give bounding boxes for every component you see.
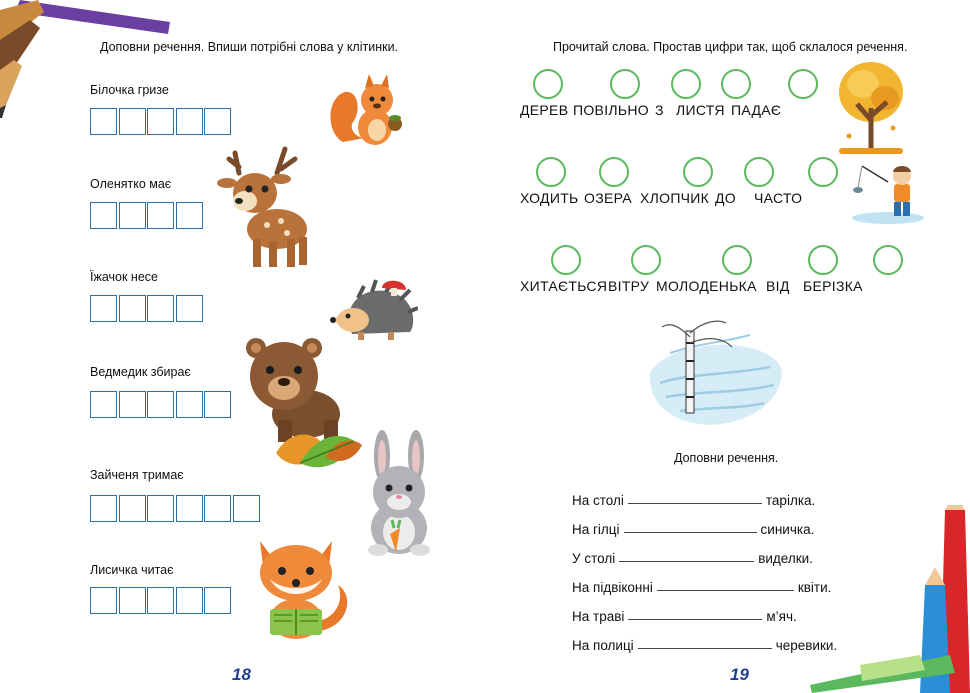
letter-box[interactable] [90,108,117,135]
word-row3-4: ВІД [766,278,790,294]
squirrel-icon [325,72,410,152]
sentence-end: черевики. [775,638,838,653]
number-circle[interactable] [671,69,701,99]
letter-box[interactable] [90,202,117,229]
answer-line[interactable] [657,589,794,591]
word-row2-5: ЧАСТО [754,190,803,206]
page-number-left: 18 [232,665,251,684]
autumn-tree-icon [835,58,907,156]
number-circle[interactable] [683,157,713,187]
word-row2-1: ХОДИТЬ [520,190,579,206]
deer-icon [215,143,320,271]
right-instruction-2: Доповни речення. [674,451,779,465]
birch-wind-icon [640,313,785,428]
answer-line[interactable] [619,560,754,562]
sentence-start: У столі [572,551,616,566]
letter-box[interactable] [176,391,203,418]
letter-box[interactable] [147,587,174,614]
answer-boxes-hedgehog[interactable] [90,295,204,322]
hedgehog-icon [328,278,418,344]
letter-box[interactable] [176,587,203,614]
word-row3-3: МОЛОДЕНЬКА [656,278,757,294]
number-circle[interactable] [536,157,566,187]
letter-box[interactable] [204,108,231,135]
letter-box[interactable] [204,495,231,522]
rabbit-icon [362,430,437,558]
fishing-boy-icon [848,158,926,224]
pencils-icon [797,505,970,693]
answer-boxes-squirrel[interactable] [90,108,233,135]
letter-box[interactable] [90,587,117,614]
number-circle[interactable] [533,69,563,99]
word-row2-4: ДО [715,190,736,206]
letter-box[interactable] [233,495,260,522]
letter-box[interactable] [204,587,231,614]
letter-box[interactable] [119,295,146,322]
sentence-5 [572,609,797,624]
item-label-squirrel: Білочка гризе [90,83,169,97]
sentence-end: синичка. [760,522,815,537]
sentence-2 [572,522,814,537]
word-row1-1: ДЕРЕВ [520,102,569,118]
sentence-3 [572,551,813,566]
letter-box[interactable] [147,391,174,418]
number-circle[interactable] [599,157,629,187]
answer-boxes-rabbit[interactable] [90,495,261,522]
number-circle[interactable] [873,245,903,275]
answer-boxes-deer[interactable] [90,202,204,229]
word-row3-2: ВІТРУ [608,278,650,294]
item-label-rabbit: Зайченя тримає [90,468,184,482]
letter-box[interactable] [176,295,203,322]
word-row2-3: ХЛОПЧИК [640,190,710,206]
word-row1-3: З [655,102,664,118]
number-circle[interactable] [610,69,640,99]
left-instruction: Доповни речення. Впиши потрібні слова у клітинки. [100,40,399,54]
number-circle[interactable] [722,245,752,275]
page-number-right: 19 [730,665,749,684]
sentence-end: тарілка. [765,493,816,508]
letter-box[interactable] [90,295,117,322]
letter-box[interactable] [119,108,146,135]
item-label-deer: Оленятко має [90,177,172,191]
letter-box[interactable] [147,295,174,322]
letter-box[interactable] [119,587,146,614]
sentence-6 [572,638,837,653]
word-row3-5: БЕРІЗКА [803,278,863,294]
letter-box[interactable] [176,202,203,229]
word-row1-2: ПОВІЛЬНО [573,102,649,118]
sentence-start: На столі [572,493,624,508]
answer-boxes-fox[interactable] [90,587,233,614]
item-label-fox: Лисичка читає [90,563,174,577]
sentence-1 [572,493,815,508]
sentence-end: виделки. [758,551,813,566]
letter-box[interactable] [119,495,146,522]
number-circle[interactable] [744,157,774,187]
sentence-end: м’яч. [766,609,797,624]
sentence-start: На підвіконні [572,580,653,595]
number-circle[interactable] [721,69,751,99]
answer-line[interactable] [624,531,757,533]
number-circle[interactable] [788,69,818,99]
letter-box[interactable] [90,391,117,418]
answer-line[interactable] [628,502,762,504]
letter-box[interactable] [176,108,203,135]
word-row1-4: ЛИСТЯ [676,102,725,118]
letter-box[interactable] [147,202,174,229]
word-row3-1: ХИТАЄТЬСЯ [520,278,608,294]
letter-box[interactable] [90,495,117,522]
answer-line[interactable] [628,618,762,620]
sentence-start: На траві [572,609,625,624]
letter-box[interactable] [176,495,203,522]
item-label-bear: Ведмедик збирає [90,365,191,379]
number-circle[interactable] [808,245,838,275]
letter-box[interactable] [119,202,146,229]
pencils-icon [0,0,170,120]
answer-line[interactable] [638,647,772,649]
answer-boxes-bear[interactable] [90,391,233,418]
item-label-hedgehog: Їжачок несе [90,270,158,284]
word-row2-2: ОЗЕРА [584,190,632,206]
sentence-start: На полиці [572,638,634,653]
word-row1-5: ПАДАЄ [731,102,782,118]
sentence-4 [572,580,831,595]
number-circle[interactable] [551,245,581,275]
letter-box[interactable] [119,391,146,418]
sentence-start: На гілці [572,522,620,537]
letter-box[interactable] [204,391,231,418]
sentence-end: квіти. [797,580,832,595]
right-instruction: Прочитай слова. Простав цифри так, щоб склалося речення. [553,40,908,54]
number-circle[interactable] [631,245,661,275]
number-circle[interactable] [808,157,838,187]
letter-box[interactable] [147,108,174,135]
leaves-icon [270,423,362,475]
letter-box[interactable] [147,495,174,522]
fox-icon [250,535,355,645]
